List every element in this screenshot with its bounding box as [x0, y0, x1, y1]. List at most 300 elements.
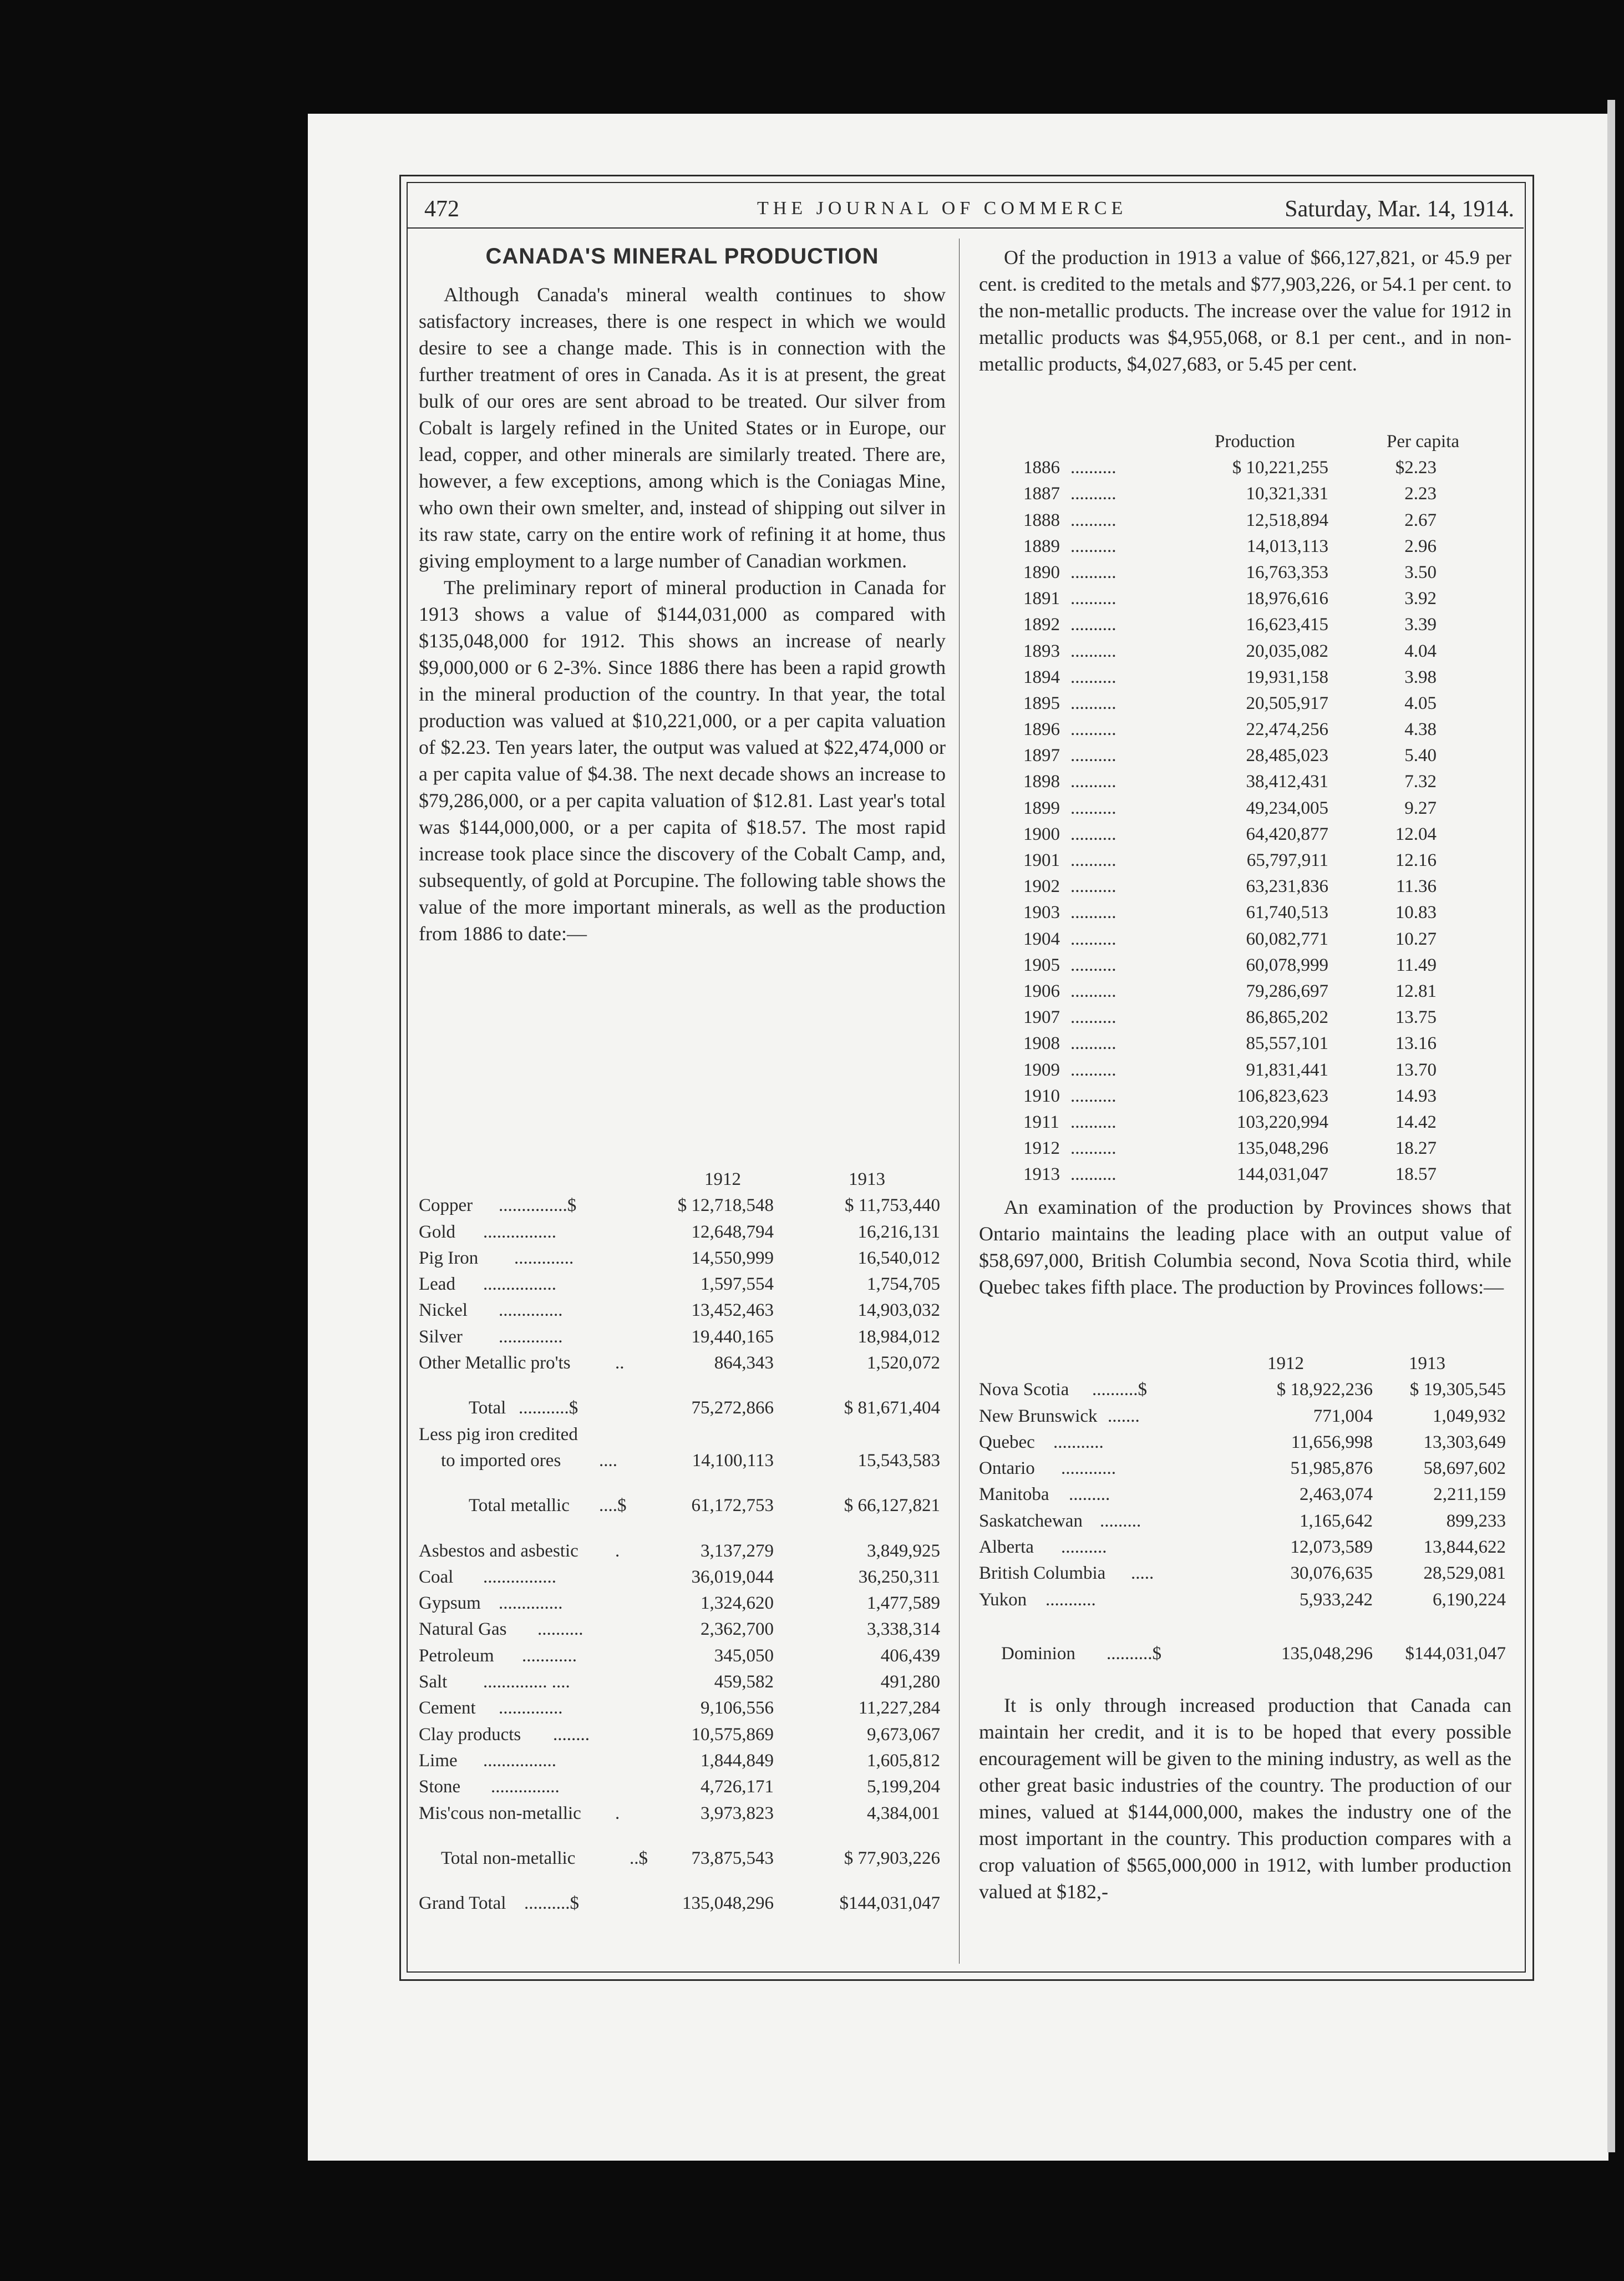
metallic-value-1913: 18,984,012: [857, 1326, 940, 1347]
nonmetallic-value-1912: 3,973,823: [701, 1803, 774, 1823]
year-year: 1909: [1023, 1060, 1060, 1080]
nonmetallic-value-1912: 36,019,044: [691, 1567, 774, 1587]
metallic-value-1912: 19,440,165: [691, 1326, 774, 1347]
nonmetallic-value-1913: 36,250,311: [858, 1567, 940, 1587]
nonmetallic-row: [419, 1725, 946, 1751]
year-row: [979, 589, 1511, 615]
province-row: [979, 1563, 1511, 1589]
year-dots: ..........: [1070, 484, 1116, 504]
metallic-label: Lead: [419, 1274, 455, 1295]
year-per-capita: 18.27: [1395, 1138, 1437, 1159]
year-production: 12,518,894: [1246, 510, 1328, 530]
year-production: 16,623,415: [1246, 615, 1328, 635]
year-per-capita: 3.50: [1404, 562, 1437, 582]
year-production: 63,231,836: [1246, 876, 1328, 897]
year-year: 1892: [1023, 615, 1060, 635]
nonmetallic-value-1913: 5,199,204: [867, 1777, 940, 1797]
year-row: [979, 484, 1511, 510]
yearly-production-table: [979, 432, 1511, 1190]
year-production: 79,286,697: [1246, 981, 1328, 1001]
year-dots: ..........: [1070, 589, 1116, 609]
less-row: to imported ores .... 14,100,113 15,543,583: [441, 1450, 940, 1471]
year-dots: ..........: [1070, 1033, 1116, 1054]
metallic-label: Nickel: [419, 1300, 468, 1321]
province-value-1913: 899,233: [1446, 1510, 1506, 1531]
year-production: $ 10,221,255: [1232, 458, 1328, 478]
province-dots: .........: [1100, 1510, 1141, 1531]
province-row: [979, 1406, 1511, 1432]
metallic-value-1912: 13,452,463: [691, 1300, 774, 1321]
year-year: 1905: [1023, 955, 1060, 975]
grand-total-row: Grand Total ..........$ 135,048,296 $144,031,047: [419, 1893, 940, 1914]
paragraph-1: Although Canada's mineral wealth continues to show satisfactory increases, there is one respect in which we would desire to see a change made. This is in connection with the further treatment of ores in Canada. As it is at present, the great bulk of our ores are sent abroad to be treated. Our silver from Cobalt is largely refined in the United States or in Europe, our lead, copper, and other minerals are similarly treated. There are, however, a few exceptions, among which is the Coniagas Mine, who own their own smelter, and, instead of shipping out silver in its raw state, carry on the entire work of refining it at home, thus giving employment to a large number of Canadian workmen.: [419, 283, 946, 572]
nonmetallic-value-1912: 1,324,620: [701, 1593, 774, 1614]
year-year: 1896: [1023, 719, 1060, 740]
province-value-1912: $ 18,922,236: [1276, 1380, 1373, 1400]
nonmetallic-dots: .............. ....: [483, 1672, 570, 1692]
year-row: [979, 562, 1511, 589]
province-label: Alberta: [979, 1537, 1034, 1558]
metallic-label: Copper: [419, 1195, 473, 1216]
masthead: THE JOURNAL OF COMMERCE: [757, 198, 1128, 219]
year-row: [979, 772, 1511, 798]
year-year: 1887: [1023, 484, 1060, 504]
province-value-1913: 13,844,622: [1423, 1537, 1506, 1558]
province-dots: ...........: [1046, 1589, 1096, 1610]
year-row: [979, 850, 1511, 876]
year-production: 22,474,256: [1246, 719, 1328, 740]
year-per-capita: 3.92: [1404, 589, 1437, 609]
nonmetallic-value-1913: 406,439: [880, 1645, 940, 1666]
year-year: 1899: [1023, 798, 1060, 818]
year-production: 20,505,917: [1246, 693, 1328, 713]
province-value-1912: 12,073,589: [1290, 1537, 1373, 1558]
year-dots: ..........: [1070, 667, 1116, 687]
year-dots: ..........: [1070, 562, 1116, 582]
year-per-capita: 12.04: [1395, 824, 1437, 844]
nonmetallic-label: Salt: [419, 1672, 448, 1692]
article-title: CANADA'S MINERAL PRODUCTION: [485, 244, 879, 268]
year-dots: ..........: [1070, 1138, 1116, 1159]
province-label: British Columbia: [979, 1563, 1106, 1584]
nonmetallic-label: Clay products: [419, 1724, 521, 1745]
nonmetallic-dots: ................: [483, 1567, 556, 1587]
province-dots: ...........: [1053, 1432, 1104, 1452]
province-value-1912: 1,165,642: [1300, 1510, 1373, 1531]
year-dots: ..........: [1070, 1060, 1116, 1080]
year-dots: ..........: [1070, 955, 1116, 975]
header-rule: [408, 227, 1524, 229]
year-dots: ..........: [1070, 981, 1116, 1001]
year-dots: ..........: [1070, 929, 1116, 949]
province-value-1913: 13,303,649: [1423, 1432, 1506, 1452]
right-column-bottom: [979, 1692, 1511, 1905]
year-dots: ..........: [1070, 1007, 1116, 1028]
nonmetallic-value-1913: 3,849,925: [867, 1540, 940, 1561]
year-production: 38,412,431: [1246, 772, 1328, 792]
year-row: [979, 955, 1511, 981]
total-nonmetallic-row: Total non-metallic ..$ 73,875,543 $ 77,903,226: [441, 1848, 940, 1868]
year-year: 1891: [1023, 589, 1060, 609]
province-dots: .....: [1131, 1563, 1154, 1584]
year-per-capita: $2.23: [1395, 458, 1437, 478]
nonmetallic-dots: ...............: [491, 1777, 560, 1797]
year-year: 1889: [1023, 536, 1060, 556]
year-row: [979, 536, 1511, 562]
nonmetallic-value-1912: 3,137,279: [701, 1540, 774, 1561]
nonmetallic-value-1913: 1,477,589: [867, 1593, 940, 1614]
year-row: [979, 1007, 1511, 1033]
nonmetallic-label: Lime: [419, 1750, 458, 1771]
nonmetallic-value-1912: 459,582: [714, 1672, 774, 1692]
year-per-capita: 12.81: [1395, 981, 1437, 1001]
year-row: [979, 746, 1511, 772]
total-row: Total ...........$ 75,272,866 $ 81,671,404: [469, 1398, 940, 1418]
province-value-1913: 1,049,932: [1433, 1406, 1506, 1426]
year-row: [979, 458, 1511, 484]
nonmetallic-value-1912: 345,050: [714, 1645, 774, 1666]
year-dots: ..........: [1070, 536, 1116, 556]
year-production: 144,031,047: [1237, 1164, 1328, 1185]
nonmetallic-value-1913: 3,338,314: [867, 1619, 940, 1640]
year-year: 1906: [1023, 981, 1060, 1001]
year-production: 61,740,513: [1246, 903, 1328, 923]
paragraph-4: An examination of the production by Provinces shows that Ontario maintains the leading place with an output value of $58,697,000, British Columbia second, Nova Scotia third, while Quebec takes fifth place. The production by Provinces follows:—: [979, 1196, 1511, 1298]
year-production: 85,557,101: [1246, 1033, 1328, 1054]
year-row: [979, 667, 1511, 693]
metallic-value-1912: 14,550,999: [691, 1248, 774, 1268]
year-per-capita: 4.38: [1404, 719, 1437, 740]
year-production: 49,234,005: [1246, 798, 1328, 818]
nonmetallic-value-1913: 4,384,001: [867, 1803, 940, 1823]
province-row: [979, 1432, 1511, 1458]
nonmetallic-row: [419, 1646, 946, 1672]
less-label-row: Less pig iron credited: [419, 1424, 578, 1444]
year-per-capita: 9.27: [1404, 798, 1437, 818]
nonmetallic-dots: ................: [483, 1750, 556, 1771]
nonmetallic-row: [419, 1567, 946, 1593]
year-production: 14,013,113: [1246, 536, 1328, 556]
year-dots: ..........: [1070, 772, 1116, 792]
nonmetallic-value-1913: 491,280: [880, 1672, 940, 1692]
metallic-dots: ................: [483, 1221, 556, 1242]
metallic-value-1912: 864,343: [714, 1353, 774, 1373]
paragraph-3: Of the production in 1913 a value of $66,127,821, or 45.9 per cent. is credited to the metals and $77,903,226, or 54.1 per cent. to the non-metallic products. The increase over the value for 1912 in metallic products was $4,955,068, or 8.1 per cent., and in non-metallic products, $4,027,683, or 5.45 per cent.: [979, 246, 1511, 375]
year-row: [979, 1112, 1511, 1138]
year-production: 64,420,877: [1246, 824, 1328, 844]
year-per-capita: 2.96: [1404, 536, 1437, 556]
metallic-row: [419, 1300, 946, 1326]
metallic-dots: ..............: [499, 1300, 563, 1321]
nonmetallic-value-1912: 1,844,849: [701, 1750, 774, 1771]
province-row: [979, 1537, 1511, 1563]
nonmetallic-value-1912: 4,726,171: [701, 1777, 774, 1797]
year-per-capita: 10.27: [1395, 929, 1437, 949]
year-production: 28,485,023: [1246, 746, 1328, 766]
metallic-row: [419, 1327, 946, 1353]
nonmetallic-value-1913: 1,605,812: [867, 1750, 940, 1771]
minerals-header-row: [419, 1169, 946, 1195]
column-divider: [959, 239, 960, 1964]
nonmetallic-row: [419, 1698, 946, 1724]
year-year: 1903: [1023, 903, 1060, 923]
metallic-dots: ..............: [499, 1326, 563, 1347]
year-dots: ..........: [1070, 719, 1116, 740]
col-1913: 1913: [849, 1169, 885, 1189]
metallic-value-1912: 1,597,554: [701, 1274, 774, 1295]
metallic-value-1913: 1,754,705: [867, 1274, 940, 1295]
year-per-capita: 11.36: [1395, 876, 1437, 897]
nonmetallic-dots: ............: [522, 1645, 577, 1666]
year-per-capita: 11.49: [1395, 955, 1437, 975]
year-row: [979, 824, 1511, 850]
nonmetallic-dots: ..............: [499, 1593, 563, 1614]
province-value-1912: 2,463,074: [1300, 1484, 1373, 1505]
metallic-value-1913: 16,216,131: [857, 1221, 940, 1242]
paragraph-5: It is only through increased production that Canada can maintain her credit, and it is to be hoped that every possible encouragement will be given to the mining industry, as well as the other great basic industries of the country. The production of our mines, valued at $144,000,000, makes the industry one of the most important in the country. This production compares with a crop valuation of $565,000,000 in 1912, with lumber production valued at $182,-: [979, 1694, 1511, 1903]
year-row: [979, 929, 1511, 955]
year-per-capita: 2.23: [1404, 484, 1437, 504]
year-production: 19,931,158: [1246, 667, 1328, 687]
year-row: [979, 1138, 1511, 1164]
issue-date: Saturday, Mar. 14, 1914.: [1285, 196, 1514, 222]
nonmetallic-label: Stone: [419, 1777, 461, 1797]
metallic-label: Gold: [419, 1221, 455, 1242]
year-per-capita: 14.42: [1395, 1112, 1437, 1132]
metallic-row: [419, 1274, 946, 1300]
right-column-top: [979, 244, 1511, 377]
year-year: 1911: [1023, 1112, 1059, 1132]
province-label: Ontario: [979, 1458, 1035, 1479]
year-per-capita: 13.75: [1395, 1007, 1437, 1028]
year-per-capita: 2.67: [1404, 510, 1437, 530]
year-production: 86,865,202: [1246, 1007, 1328, 1028]
metallic-dots: ..: [615, 1353, 625, 1373]
year-year: 1907: [1023, 1007, 1060, 1028]
year-row: [979, 615, 1511, 641]
minerals-table: [419, 1169, 946, 1919]
year-production: 106,823,623: [1237, 1086, 1328, 1106]
paragraph-2: The preliminary report of mineral production in Canada for 1913 shows a value of $144,031,000 as compared with $135,048,000 for 1912. This shows an increase of nearly $9,000,000 or 6 2-3%. Since 1886 there has been a rapid growth in the mineral production of the country. In that year, the total production was valued at $10,221,000, or a per capita valuation of $2.23. Ten years later, the output was valued at $22,474,000 or a per capita value of $4.38. The next decade shows an increase to $79,286,000, or a per capita valuation of $12.81. Last year's total was $144,000,000, or a per capita of $18.57. The most rapid increase took place since the discovery of the Cobalt Camp, and, subsequently, of gold at Porcupine. The following table shows the value of the more important minerals, as well as the production from 1886 to date:—: [419, 576, 946, 945]
year-dots: ..........: [1070, 1112, 1116, 1132]
left-column: [419, 244, 946, 947]
year-year: 1908: [1023, 1033, 1060, 1054]
nonmetallic-dots: ..........: [537, 1619, 583, 1640]
year-dots: ..........: [1070, 876, 1116, 897]
year-dots: ..........: [1070, 850, 1116, 870]
nonmetallic-value-1912: 10,575,869: [691, 1724, 774, 1745]
year-year: 1886: [1023, 458, 1060, 478]
year-year: 1888: [1023, 510, 1060, 530]
province-value-1912: 5,933,242: [1300, 1589, 1373, 1610]
province-value-1913: $ 19,305,545: [1409, 1380, 1506, 1400]
year-row: [979, 641, 1511, 667]
province-dots: .......: [1108, 1406, 1140, 1426]
year-dots: ..........: [1070, 1164, 1116, 1185]
year-year: 1890: [1023, 562, 1060, 582]
province-label: Saskatchewan: [979, 1510, 1083, 1531]
metallic-row: [419, 1222, 946, 1248]
year-production: 60,078,999: [1246, 955, 1328, 975]
nonmetallic-label: Coal: [419, 1567, 454, 1587]
year-dots: ..........: [1070, 798, 1116, 818]
nonmetallic-value-1913: 9,673,067: [867, 1724, 940, 1745]
year-dots: ..........: [1070, 458, 1116, 478]
province-label: Nova Scotia: [979, 1380, 1069, 1400]
nonmetallic-label: Asbestos and asbestic: [419, 1540, 578, 1561]
nonmetallic-row: [419, 1751, 946, 1777]
province-value-1913: 58,697,602: [1423, 1458, 1506, 1479]
nonmetallic-label: Cement: [419, 1698, 476, 1719]
year-per-capita: 3.39: [1404, 615, 1437, 635]
nonmetallic-label: Natural Gas: [419, 1619, 507, 1640]
metallic-dots: ................: [483, 1274, 556, 1295]
year-dots: ..........: [1070, 903, 1116, 923]
total-metallic-row: Total metallic ....$ 61,172,753 $ 66,127,821: [469, 1496, 940, 1516]
year-per-capita: 4.05: [1404, 693, 1437, 713]
year-year: 1895: [1023, 693, 1060, 713]
year-per-capita: 4.04: [1404, 641, 1437, 661]
metallic-label: Pig Iron: [419, 1248, 479, 1268]
year-dots: ..........: [1070, 824, 1116, 844]
metallic-row: [419, 1195, 946, 1221]
year-dots: ..........: [1070, 510, 1116, 530]
nonmetallic-value-1912: 9,106,556: [701, 1698, 774, 1719]
province-label: Yukon: [979, 1589, 1027, 1610]
year-dots: ..........: [1070, 641, 1116, 661]
year-year: 1910: [1023, 1086, 1060, 1106]
year-production: 10,321,331: [1246, 484, 1328, 504]
nonmetallic-value-1913: 11,227,284: [858, 1698, 940, 1719]
year-row: [979, 876, 1511, 903]
nonmetallic-label: Petroleum: [419, 1645, 494, 1666]
year-row: [979, 1060, 1511, 1086]
province-row: [979, 1511, 1511, 1537]
year-row: [979, 719, 1511, 746]
metallic-dots: .............: [514, 1248, 574, 1268]
province-dots: ............: [1061, 1458, 1116, 1479]
metallic-label: Silver: [419, 1326, 463, 1347]
metallic-value-1912: 12,648,794: [691, 1221, 774, 1242]
nonmetallic-row: [419, 1803, 946, 1829]
year-production: 135,048,296: [1237, 1138, 1328, 1159]
nonmetallic-value-1912: 2,362,700: [701, 1619, 774, 1640]
year-row: [979, 1164, 1511, 1190]
nonmetallic-label: Mis'cous non-metallic: [419, 1803, 581, 1823]
year-row: [979, 798, 1511, 824]
metallic-dots: ...............$: [499, 1195, 577, 1216]
year-year: 1897: [1023, 746, 1060, 766]
year-year: 1902: [1023, 876, 1060, 897]
province-dots: ..........$: [1092, 1380, 1147, 1400]
metallic-value-1913: 1,520,072: [867, 1353, 940, 1373]
metallic-row: [419, 1353, 946, 1379]
province-label: New Brunswick: [979, 1406, 1098, 1426]
year-year: 1913: [1023, 1164, 1060, 1185]
year-dots: ..........: [1070, 693, 1116, 713]
year-year: 1893: [1023, 641, 1060, 661]
province-value-1912: 771,004: [1313, 1406, 1373, 1426]
year-per-capita: 3.98: [1404, 667, 1437, 687]
year-per-capita: 10.83: [1395, 903, 1437, 923]
province-row: [979, 1458, 1511, 1484]
year-row: [979, 1086, 1511, 1112]
year-row: [979, 981, 1511, 1007]
nonmetallic-row: [419, 1593, 946, 1619]
year-production: 20,035,082: [1246, 641, 1328, 661]
year-per-capita: 13.70: [1395, 1060, 1437, 1080]
province-value-1912: 30,076,635: [1290, 1563, 1373, 1584]
nonmetallic-row: [419, 1777, 946, 1803]
year-per-capita: 13.16: [1395, 1033, 1437, 1054]
year-production: 18,976,616: [1246, 589, 1328, 609]
nonmetallic-label: Gypsum: [419, 1593, 481, 1614]
nonmetallic-dots: ........: [553, 1724, 590, 1745]
year-per-capita: 12.16: [1395, 850, 1437, 870]
province-label: Quebec: [979, 1432, 1035, 1452]
yearly-header-row: Production Per capita: [1215, 432, 1460, 452]
year-per-capita: 7.32: [1404, 772, 1437, 792]
province-value-1912: 11,656,998: [1291, 1432, 1373, 1452]
year-dots: ..........: [1070, 746, 1116, 766]
year-dots: ..........: [1070, 1086, 1116, 1106]
provinces-table: [979, 1354, 1511, 1670]
province-row: [979, 1380, 1511, 1406]
dominion-row: Dominion ..........$ 135,048,296 $144,031,047: [1001, 1643, 1506, 1664]
province-value-1912: 51,985,876: [1290, 1458, 1373, 1479]
year-per-capita: 5.40: [1404, 746, 1437, 766]
metallic-row: [419, 1248, 946, 1274]
province-dots: ..........: [1061, 1537, 1107, 1558]
year-production: 16,763,353: [1246, 562, 1328, 582]
nonmetallic-row: [419, 1672, 946, 1698]
year-row: [979, 903, 1511, 929]
col-1912: 1912: [704, 1169, 741, 1189]
year-production: 65,797,911: [1246, 850, 1328, 870]
province-value-1913: 6,190,224: [1433, 1589, 1506, 1610]
province-value-1913: 28,529,081: [1423, 1563, 1506, 1584]
year-year: 1898: [1023, 772, 1060, 792]
year-year: 1912: [1023, 1138, 1060, 1159]
nonmetallic-dots: .: [615, 1803, 620, 1823]
next-page-edge: [1607, 100, 1615, 2152]
year-year: 1894: [1023, 667, 1060, 687]
metallic-label: Other Metallic pro'ts: [419, 1353, 571, 1373]
page-number: 472: [424, 196, 459, 222]
metallic-value-1913: 16,540,012: [857, 1248, 940, 1268]
year-production: 60,082,771: [1246, 929, 1328, 949]
nonmetallic-row: [419, 1541, 946, 1567]
year-year: 1901: [1023, 850, 1060, 870]
nonmetallic-dots: .: [615, 1540, 620, 1561]
page-header: [424, 190, 1522, 225]
province-row: [979, 1484, 1511, 1510]
province-label: Manitoba: [979, 1484, 1049, 1505]
provinces-header-row: 1912 1913: [1267, 1354, 1445, 1373]
metallic-value-1913: $ 11,753,440: [844, 1195, 940, 1216]
year-year: 1900: [1023, 824, 1060, 844]
year-row: [979, 1033, 1511, 1060]
right-column-mid: [979, 1194, 1511, 1300]
province-dots: .........: [1069, 1484, 1110, 1505]
nonmetallic-row: [419, 1619, 946, 1645]
year-production: 91,831,441: [1246, 1060, 1328, 1080]
year-production: 103,220,994: [1237, 1112, 1328, 1132]
year-row: [979, 510, 1511, 536]
year-per-capita: 18.57: [1395, 1164, 1437, 1185]
province-row: [979, 1590, 1511, 1616]
year-per-capita: 14.93: [1395, 1086, 1437, 1106]
